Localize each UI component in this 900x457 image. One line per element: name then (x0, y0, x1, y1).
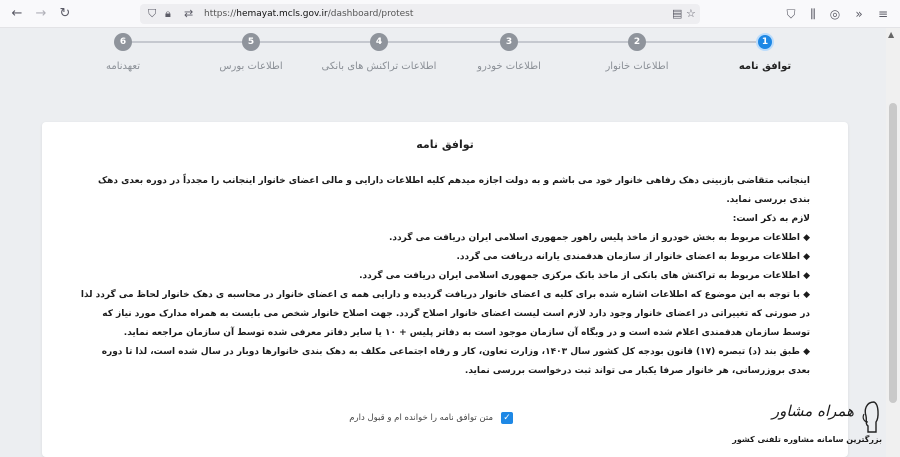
shield-icon[interactable]: ⛉ (148, 7, 157, 20)
page-scrollbar[interactable] (886, 28, 900, 457)
scrollbar-thumb[interactable] (889, 103, 897, 403)
consultant-headset-icon (860, 400, 880, 434)
step-6-label[interactable]: تعهدنامه (105, 61, 141, 72)
agreement-paragraph: ◆ اطلاعات مربوط به بخش خودرو از ماخذ پلیس راهور جمهوری اسلامی ایران دریافت می گردد. (388, 233, 810, 243)
bookmark-star-icon[interactable]: ☆ (686, 7, 696, 20)
library-icon[interactable]: ⫼ (810, 7, 816, 21)
agree-label[interactable]: متن توافق نامه را خوانده ام و قبول دارم (349, 413, 493, 423)
stepper-track (124, 41, 764, 43)
reload-icon[interactable]: ↻ (59, 6, 71, 21)
watermark-logo (722, 398, 882, 454)
pocket-icon[interactable]: ⛉ (786, 7, 796, 21)
step-1-circle[interactable]: 1 (756, 33, 774, 51)
lock-icon[interactable]: 🔒︎ (165, 7, 171, 20)
agree-row[interactable] (349, 412, 513, 424)
watermark-tagline: بزرگترین سامانه مشاوره تلفنی کشور (732, 435, 882, 444)
step-5-label[interactable]: اطلاعات بورس (219, 61, 283, 72)
agreement-paragraph: ◆ اطلاعات مربوط به اعضای خانوار از سازمان هدفمندی یارانه دریافت می گردد. (456, 252, 810, 262)
step-3-label[interactable]: اطلاعات خودرو (477, 61, 541, 72)
watermark-name: همراه مشاور (771, 402, 854, 420)
step-4-circle[interactable]: 4 (370, 33, 388, 51)
agreement-text (80, 172, 810, 381)
browser-toolbar (0, 0, 900, 28)
forward-icon[interactable]: → (35, 6, 47, 21)
step-5-circle[interactable]: 5 (242, 33, 260, 51)
reader-view-icon[interactable]: ▤ (672, 7, 683, 20)
url-text[interactable]: https://hemayat.mcls.gov.ir/dashboard/protest (204, 9, 414, 19)
step-2-label[interactable]: اطلاعات خانوار (605, 61, 669, 72)
agree-checkbox[interactable]: ✓ (501, 412, 513, 424)
step-6-circle[interactable]: 6 (114, 33, 132, 51)
page-content (0, 28, 886, 457)
permissions-icon[interactable]: ⇄ (184, 7, 194, 20)
back-icon[interactable]: ← (11, 6, 23, 21)
agreement-paragraph: ◆ طبق بند (د) تبصره (۱۷) قانون بودجه کل کشور سال ۱۴۰۳، وزارت تعاون، کار و رفاه اجتماعی مکلف به دهک بندی خانوارها دوبار در سال شده است، لذا تا دوره بعدی بروزرسانی، هر خانوار صرفا یکبار می تواند ثبت درخواست بررسی نماید. (101, 347, 810, 376)
step-4-label[interactable]: اطلاعات تراکنش های بانکی (321, 61, 437, 72)
agreement-paragraph: اینجانب متقاضی بازبینی دهک رفاهی خانوار خود می باشم و به دولت اجازه میدهم کلیه اطلاعات دارایی و مالی اعضای خانوار اینجانب را مجدداً در دوره بعدی دهک بندی بررسی نماید. (97, 176, 810, 205)
card-title: توافق نامه (416, 138, 474, 151)
scroll-up-icon[interactable]: ▲ (888, 30, 895, 39)
agreement-paragraph: لازم به ذکر است: (732, 214, 810, 224)
agreement-paragraph: ◆ اطلاعات مربوط به تراکنش های بانکی از ماخذ بانک مرکزی جمهوری اسلامی ایران دریافت می گردد. (359, 271, 810, 281)
stepper (0, 28, 886, 88)
step-3-circle[interactable]: 3 (500, 33, 518, 51)
account-icon[interactable]: ◎ (829, 7, 841, 21)
agreement-paragraph: ◆ با توجه به این موضوع که اطلاعات اشاره شده برای کلیه ی اعضای خانوار دریافت گردیده و دارایی همه ی اعضای خانوار در محاسبه ی دهک خانوار لحاظ می گردد لذا در صورتی که تغییراتی در اعضای خانوار وجود دارد لازم است لیست اعضای خانوار اصلاح گردد. جهت اصلاح خانوار شخص می بایست به همراه مدارک مورد نیاز که توسط سازمان هدفمندی اعلام شده است و در وبگاه آن سازمان موجود است به دفاتر پلیس + ۱۰ یا سایر دفاتر معرفی شده توسط آن سازمان مراجعه نماید. (80, 290, 810, 338)
menu-icon[interactable]: ≡ (877, 7, 889, 21)
step-1-label[interactable]: توافق نامه (738, 61, 792, 72)
more-tools-icon[interactable]: » (855, 7, 863, 21)
step-2-circle[interactable]: 2 (628, 33, 646, 51)
url-bar[interactable] (140, 4, 700, 24)
